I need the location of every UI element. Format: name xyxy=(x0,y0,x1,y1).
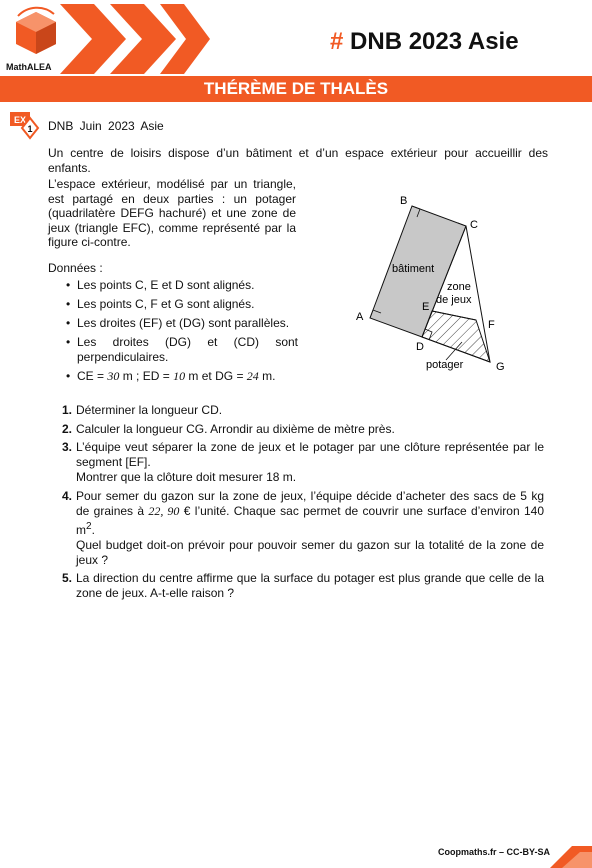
data-heading: Données : xyxy=(48,261,103,275)
label-D: D xyxy=(416,341,424,353)
ed-label: ED = xyxy=(142,368,170,383)
question-item xyxy=(62,422,544,437)
data-list xyxy=(66,278,298,388)
label-C: C xyxy=(470,219,478,231)
dg-label: DG = xyxy=(215,368,244,383)
data-item-measures xyxy=(66,369,298,384)
footer-credit: Coopmaths.fr – CC-BY-SA xyxy=(438,847,551,857)
question-text: Déterminer la longueur CD. xyxy=(76,403,223,417)
document-title xyxy=(330,28,519,56)
title-text: DNB 2023 Asie xyxy=(350,28,519,55)
label-zone: zone xyxy=(447,281,471,293)
ed-unit: m et xyxy=(188,368,212,383)
label-batiment: bâtiment xyxy=(392,263,435,275)
question-number: 1. xyxy=(62,403,73,417)
ce-value: 30 xyxy=(107,368,120,383)
question-item xyxy=(62,403,544,418)
label-B: B xyxy=(400,195,408,207)
question-item xyxy=(62,440,544,485)
question-number: 3. xyxy=(62,440,73,454)
ce-unit: m ; xyxy=(122,368,140,383)
data-item: • Les points C, F et G sont alignés. xyxy=(66,297,298,312)
header-chevrons xyxy=(60,4,210,74)
superscript: 2 xyxy=(86,520,92,532)
question-text-b: € l’unité. Chaque sac permet de couvrir une surface d’environ 140 m xyxy=(76,503,545,537)
question-text: La direction du centre affirme que la surface du potager est plus grande que celle de la zone de jeux. A-t-elle raison ? xyxy=(76,571,544,600)
ed-value: 10 xyxy=(173,368,186,383)
brand-name: MathALEA xyxy=(6,62,52,72)
hash-symbol: # xyxy=(330,28,344,55)
badge-ex-text: EX xyxy=(13,115,27,125)
footer-chevron xyxy=(540,838,592,868)
ce-label: CE = xyxy=(77,368,105,383)
label-A: A xyxy=(356,311,364,323)
question-text-2: Quel budget doit-on prévoir pour pouvoir semer du gazon sur la totalité de la zone de jeux ? xyxy=(76,537,544,567)
question-list xyxy=(62,403,544,605)
dg-value: 24 xyxy=(246,368,259,383)
question-text: Calculer la longueur CG. Arrondir au dixième de mètre près. xyxy=(76,421,395,436)
dg-unit: m. xyxy=(262,368,276,383)
price-value: 22, 90 xyxy=(148,503,180,518)
potager-shape xyxy=(422,311,490,362)
question-number: 4. xyxy=(62,488,73,503)
badge-num-text: 1 xyxy=(27,124,33,134)
exercise-source: DNB Juin 2023 Asie xyxy=(48,119,164,133)
section-title: THÉRÈME DE THALÈS xyxy=(203,79,389,98)
geometry-figure xyxy=(350,190,520,375)
label-G: G xyxy=(496,361,505,373)
data-item: • Les droites (DG) et (CD) sont perpendiculaires. xyxy=(66,335,298,364)
question-text: L’équipe veut séparer la zone de jeux et le potager par une clôture représentée par le segment [EF]. xyxy=(76,440,544,469)
question-text: Pour semer du gazon sur la zone de jeux, l’équipe décide d’acheter des sacs de 5 kg de graines à xyxy=(76,488,544,518)
question-item xyxy=(62,489,544,568)
intro-paragraph: Un centre de loisirs dispose d’un bâtiment et d’un espace extérieur pour accueillir des enfants. xyxy=(48,146,548,175)
description-paragraph: L’espace extérieur, modélisé par un triangle, est partagé en deux parties : un potager (quadrilatère DEFG hachuré) et une zone de jeux (triangle EFC), comme représenté par la figure ci-contre. xyxy=(48,177,296,249)
exercise-badge xyxy=(10,112,40,142)
question-text-2: Montrer que la clôture doit mesurer 18 m. xyxy=(76,470,297,484)
data-item: • Les points C, E et D sont alignés. xyxy=(66,278,298,293)
question-number: 5. xyxy=(62,571,73,585)
label-E: E xyxy=(422,301,430,313)
question-text-c: . xyxy=(91,522,95,537)
label-potager: potager xyxy=(426,359,464,371)
section-banner xyxy=(0,76,592,102)
question-number: 2. xyxy=(62,421,73,436)
label-de-jeux: de jeux xyxy=(436,294,472,306)
question-item xyxy=(62,571,544,601)
data-item: • Les droites (EF) et (DG) sont parallèles. xyxy=(66,316,298,331)
label-F: F xyxy=(488,319,495,331)
